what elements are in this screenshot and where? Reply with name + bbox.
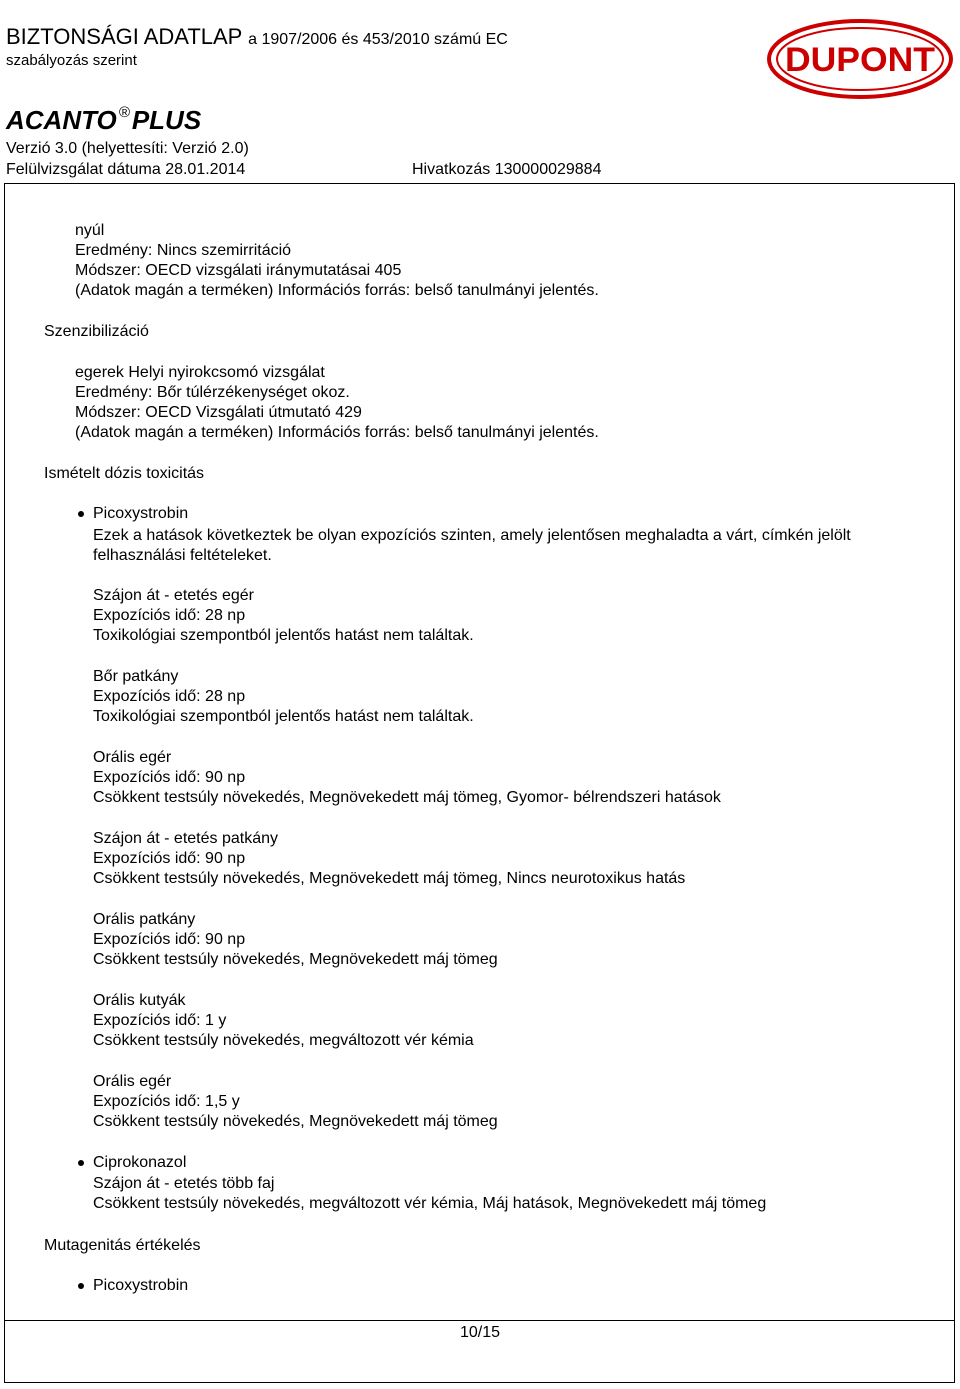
- study-effect: Csökkent testsúly növekedés, megváltozott vér kémia, Máj hatások, Megnövekedett máj tömeg: [93, 1195, 767, 1212]
- sensitization-heading: Szenzibilizáció: [44, 323, 149, 340]
- study-route: Orális patkány: [93, 911, 196, 928]
- study-route: Szájon át - etetés egér: [93, 587, 254, 604]
- substance-name: Ciprokonazol: [93, 1154, 187, 1171]
- sensitization-source: (Adatok magán a terméken) Információs forrás: belső tanulmányi jelentés.: [75, 424, 599, 441]
- mutagenicity-heading: Mutagenitás értékelés: [44, 1237, 201, 1254]
- bullet-icon: [78, 1160, 84, 1166]
- sensitization-result: Eredmény: Bőr túlérzékenységet okoz.: [75, 384, 350, 401]
- study-exposure: Expozíciós idő: 90 np: [93, 850, 246, 867]
- title-regulation: a 1907/2006 és 453/2010 számú EC: [248, 31, 508, 48]
- version-info: Verzió 3.0 (helyettesíti: Verzió 2.0): [6, 140, 249, 157]
- sensitization-method: Módszer: OECD Vizsgálati útmutató 429: [75, 404, 362, 421]
- registered-mark: ®: [118, 104, 130, 121]
- substance-description-cont: felhasználási feltételeket.: [93, 547, 272, 564]
- irritation-source: (Adatok magán a terméken) Információs forrás: belső tanulmányi jelentés.: [75, 282, 599, 299]
- substance-name: Picoxystrobin: [93, 1277, 189, 1294]
- study-effect: Csökkent testsúly növekedés, megváltozott vér kémia: [93, 1032, 474, 1049]
- title-regulation-cont: szabályozás szerint: [6, 52, 137, 69]
- bullet-icon: [78, 511, 84, 517]
- irritation-species: nyúl: [75, 222, 105, 239]
- study-effect: Toxikológiai szempontból jelentős hatást nem találtak.: [93, 708, 474, 725]
- study-exposure: Expozíciós idő: 28 np: [93, 607, 246, 624]
- revision-date: Felülvizsgálat dátuma 28.01.2014: [6, 161, 246, 178]
- bullet-icon: [78, 1283, 84, 1289]
- study-exposure: Expozíciós idő: 28 np: [93, 688, 246, 705]
- footer-divider: [4, 1320, 955, 1321]
- irritation-result: Eredmény: Nincs szemirritáció: [75, 242, 292, 259]
- irritation-method: Módszer: OECD vizsgálati iránymutatásai 405: [75, 262, 402, 279]
- page-number: 10/15: [459, 1324, 501, 1341]
- study-exposure: Expozíciós idő: 90 np: [93, 769, 246, 786]
- sensitization-test: egerek Helyi nyirokcsomó vizsgálat: [75, 364, 325, 381]
- study-route: Orális egér: [93, 749, 172, 766]
- study-route: Orális egér: [93, 1073, 172, 1090]
- title-main: BIZTONSÁGI ADATLAP: [6, 24, 242, 49]
- reference-number: Hivatkozás 130000029884: [412, 161, 602, 178]
- study-effect: Csökkent testsúly növekedés, Megnövekedett máj tömeg: [93, 951, 498, 968]
- logo-text: DUPONT: [785, 41, 936, 79]
- study-effect: Csökkent testsúly növekedés, Megnövekedett máj tömeg, Nincs neurotoxikus hatás: [93, 870, 686, 887]
- substance-description: Ezek a hatások következtek be olyan expozíciós szinten, amely jelentősen meghaladta a várt, címkén jelölt: [93, 527, 851, 544]
- dupont-logo: [766, 18, 954, 100]
- study-effect: Toxikológiai szempontból jelentős hatást nem találtak.: [93, 627, 474, 644]
- document-title: [6, 24, 508, 53]
- study-route: Orális kutyák: [93, 992, 186, 1009]
- substance-name: Picoxystrobin: [93, 505, 189, 522]
- study-route: Szájon át - etetés patkány: [93, 830, 278, 847]
- product-suffix: PLUS: [131, 105, 202, 135]
- study-exposure: Expozíciós idő: 1 y: [93, 1012, 227, 1029]
- repeated-dose-heading: Ismételt dózis toxicitás: [44, 465, 205, 482]
- study-route: Szájon át - etetés több faj: [93, 1175, 275, 1192]
- study-effect: Csökkent testsúly növekedés, Megnövekedett máj tömeg: [93, 1113, 498, 1130]
- product-name-text: ACANTO: [6, 105, 117, 135]
- study-effect: Csökkent testsúly növekedés, Megnövekedett máj tömeg, Gyomor- bélrendszeri hatások: [93, 789, 721, 806]
- study-exposure: Expozíciós idő: 90 np: [93, 931, 246, 948]
- study-route: Bőr patkány: [93, 668, 179, 685]
- product-name: [6, 98, 201, 135]
- study-exposure: Expozíciós idő: 1,5 y: [93, 1093, 240, 1110]
